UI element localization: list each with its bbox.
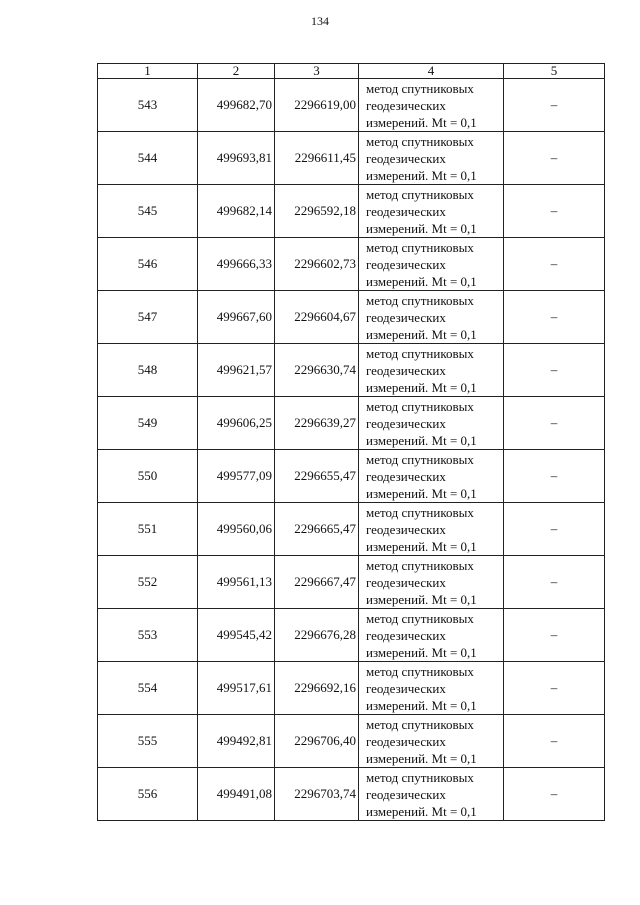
point-number-cell: 556 — [98, 768, 198, 821]
column-header: 2 — [198, 64, 275, 79]
method-cell: метод спутниковых геодезических измерений. Mt = 0,1 — [359, 556, 504, 609]
x-coordinate-cell: 499666,33 — [198, 238, 275, 291]
column-header: 1 — [98, 64, 198, 79]
x-coordinate-cell: 499667,60 — [198, 291, 275, 344]
point-number-cell: 554 — [98, 662, 198, 715]
y-coordinate-cell: 2296703,74 — [275, 768, 359, 821]
x-coordinate-cell: 499560,06 — [198, 503, 275, 556]
x-coordinate-cell: 499682,70 — [198, 79, 275, 132]
coordinates-table — [97, 63, 605, 821]
y-coordinate-cell: 2296639,27 — [275, 397, 359, 450]
method-cell: метод спутниковых геодезических измерений. Mt = 0,1 — [359, 397, 504, 450]
table-row — [98, 344, 605, 397]
point-number-cell: 547 — [98, 291, 198, 344]
method-cell: метод спутниковых геодезических измерений. Mt = 0,1 — [359, 344, 504, 397]
method-cell: метод спутниковых геодезических измерений. Mt = 0,1 — [359, 132, 504, 185]
method-cell: метод спутниковых геодезических измерений. Mt = 0,1 — [359, 291, 504, 344]
point-number-cell: 548 — [98, 344, 198, 397]
y-coordinate-cell: 2296619,00 — [275, 79, 359, 132]
note-cell: – — [504, 503, 605, 556]
point-number-cell: 549 — [98, 397, 198, 450]
table-row — [98, 450, 605, 503]
x-coordinate-cell: 499682,14 — [198, 185, 275, 238]
note-cell: – — [504, 344, 605, 397]
method-cell: метод спутниковых геодезических измерений. Mt = 0,1 — [359, 715, 504, 768]
y-coordinate-cell: 2296667,47 — [275, 556, 359, 609]
point-number-cell: 550 — [98, 450, 198, 503]
y-coordinate-cell: 2296611,45 — [275, 132, 359, 185]
y-coordinate-cell: 2296676,28 — [275, 609, 359, 662]
table-row — [98, 556, 605, 609]
x-coordinate-cell: 499561,13 — [198, 556, 275, 609]
point-number-cell: 545 — [98, 185, 198, 238]
method-cell: метод спутниковых геодезических измерений. Mt = 0,1 — [359, 768, 504, 821]
note-cell: – — [504, 556, 605, 609]
note-cell: – — [504, 79, 605, 132]
note-cell: – — [504, 662, 605, 715]
page-number: 134 — [311, 14, 329, 28]
point-number-cell: 555 — [98, 715, 198, 768]
table-header-row — [98, 64, 605, 79]
point-number-cell: 544 — [98, 132, 198, 185]
table-row — [98, 79, 605, 132]
x-coordinate-cell: 499491,08 — [198, 768, 275, 821]
table-row — [98, 662, 605, 715]
method-cell: метод спутниковых геодезических измерений. Mt = 0,1 — [359, 238, 504, 291]
note-cell: – — [504, 132, 605, 185]
column-header: 3 — [275, 64, 359, 79]
table-row — [98, 238, 605, 291]
method-cell: метод спутниковых геодезических измерений. Mt = 0,1 — [359, 662, 504, 715]
method-cell: метод спутниковых геодезических измерений. Mt = 0,1 — [359, 185, 504, 238]
x-coordinate-cell: 499621,57 — [198, 344, 275, 397]
y-coordinate-cell: 2296655,47 — [275, 450, 359, 503]
method-cell: метод спутниковых геодезических измерений. Mt = 0,1 — [359, 609, 504, 662]
method-cell: метод спутниковых геодезических измерений. Mt = 0,1 — [359, 450, 504, 503]
point-number-cell: 553 — [98, 609, 198, 662]
note-cell: – — [504, 609, 605, 662]
y-coordinate-cell: 2296602,73 — [275, 238, 359, 291]
x-coordinate-cell: 499517,61 — [198, 662, 275, 715]
point-number-cell: 546 — [98, 238, 198, 291]
x-coordinate-cell: 499545,42 — [198, 609, 275, 662]
x-coordinate-cell: 499492,81 — [198, 715, 275, 768]
table-row — [98, 291, 605, 344]
column-header: 4 — [359, 64, 504, 79]
y-coordinate-cell: 2296630,74 — [275, 344, 359, 397]
y-coordinate-cell: 2296665,47 — [275, 503, 359, 556]
note-cell: – — [504, 397, 605, 450]
note-cell: – — [504, 450, 605, 503]
table-body — [98, 79, 605, 821]
table-row — [98, 503, 605, 556]
point-number-cell: 543 — [98, 79, 198, 132]
point-number-cell: 552 — [98, 556, 198, 609]
note-cell: – — [504, 238, 605, 291]
note-cell: – — [504, 715, 605, 768]
table-row — [98, 609, 605, 662]
table-row — [98, 185, 605, 238]
method-cell: метод спутниковых геодезических измерений. Mt = 0,1 — [359, 503, 504, 556]
y-coordinate-cell: 2296706,40 — [275, 715, 359, 768]
x-coordinate-cell: 499577,09 — [198, 450, 275, 503]
y-coordinate-cell: 2296592,18 — [275, 185, 359, 238]
x-coordinate-cell: 499606,25 — [198, 397, 275, 450]
table-row — [98, 132, 605, 185]
column-header: 5 — [504, 64, 605, 79]
method-cell: метод спутниковых геодезических измерений. Mt = 0,1 — [359, 79, 504, 132]
y-coordinate-cell: 2296604,67 — [275, 291, 359, 344]
note-cell: – — [504, 291, 605, 344]
x-coordinate-cell: 499693,81 — [198, 132, 275, 185]
table-row — [98, 397, 605, 450]
note-cell: – — [504, 768, 605, 821]
note-cell: – — [504, 185, 605, 238]
table-row — [98, 768, 605, 821]
table-row — [98, 715, 605, 768]
y-coordinate-cell: 2296692,16 — [275, 662, 359, 715]
point-number-cell: 551 — [98, 503, 198, 556]
